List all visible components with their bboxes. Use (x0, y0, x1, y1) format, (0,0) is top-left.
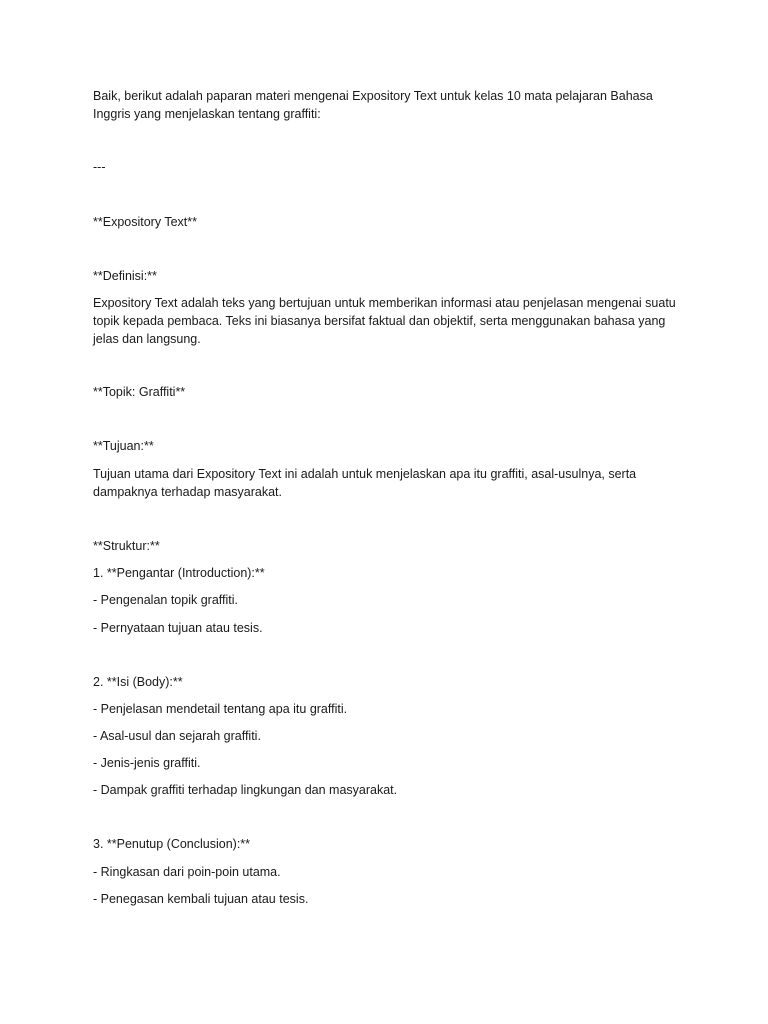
purpose-paragraph: Tujuan utama dari Expository Text ini adalah untuk menjelaskan apa itu graffiti, asal-usulnya, serta dampaknya terhadap masyarakat. (93, 467, 640, 499)
list-item: - Dampak graffiti terhadap lingkungan dan masyarakat. (93, 783, 398, 797)
document-title: **Expository Text** (93, 215, 197, 229)
list-item: - Ringkasan dari poin-poin utama. (93, 865, 281, 879)
list-item: - Penjelasan mendetail tentang apa itu graffiti. (93, 702, 348, 716)
definition-heading: **Definisi:** (93, 269, 157, 283)
list-item: - Pernyataan tujuan atau tesis. (93, 621, 263, 635)
separator: --- (93, 160, 106, 174)
definition-paragraph: Expository Text adalah teks yang bertujuan untuk memberikan informasi atau penjelasan mengenai suatu topik kepada pembaca. Teks ini biasanya bersifat faktual dan objektif, serta menggunakan bahasa yang jelas dan langsung. (93, 296, 680, 346)
list-item: - Asal-usul dan sejarah graffiti. (93, 729, 261, 743)
list-item: - Jenis-jenis graffiti. (93, 756, 201, 770)
section-heading-conclusion: 3. **Penutup (Conclusion):** (93, 837, 251, 851)
intro-paragraph: Baik, berikut adalah paparan materi mengenai Expository Text untuk kelas 10 mata pelajaran Bahasa Inggris yang menjelaskan tentang graffiti: (93, 89, 657, 121)
topic-heading: **Topik: Graffiti** (93, 385, 186, 399)
list-item: - Pengenalan topik graffiti. (93, 593, 239, 607)
section-heading-introduction: 1. **Pengantar (Introduction):** (93, 566, 265, 580)
list-item: - Penegasan kembali tujuan atau tesis. (93, 892, 309, 906)
structure-heading: **Struktur:** (93, 539, 160, 553)
purpose-heading: **Tujuan:** (93, 439, 154, 453)
section-heading-body: 2. **Isi (Body):** (93, 675, 183, 689)
